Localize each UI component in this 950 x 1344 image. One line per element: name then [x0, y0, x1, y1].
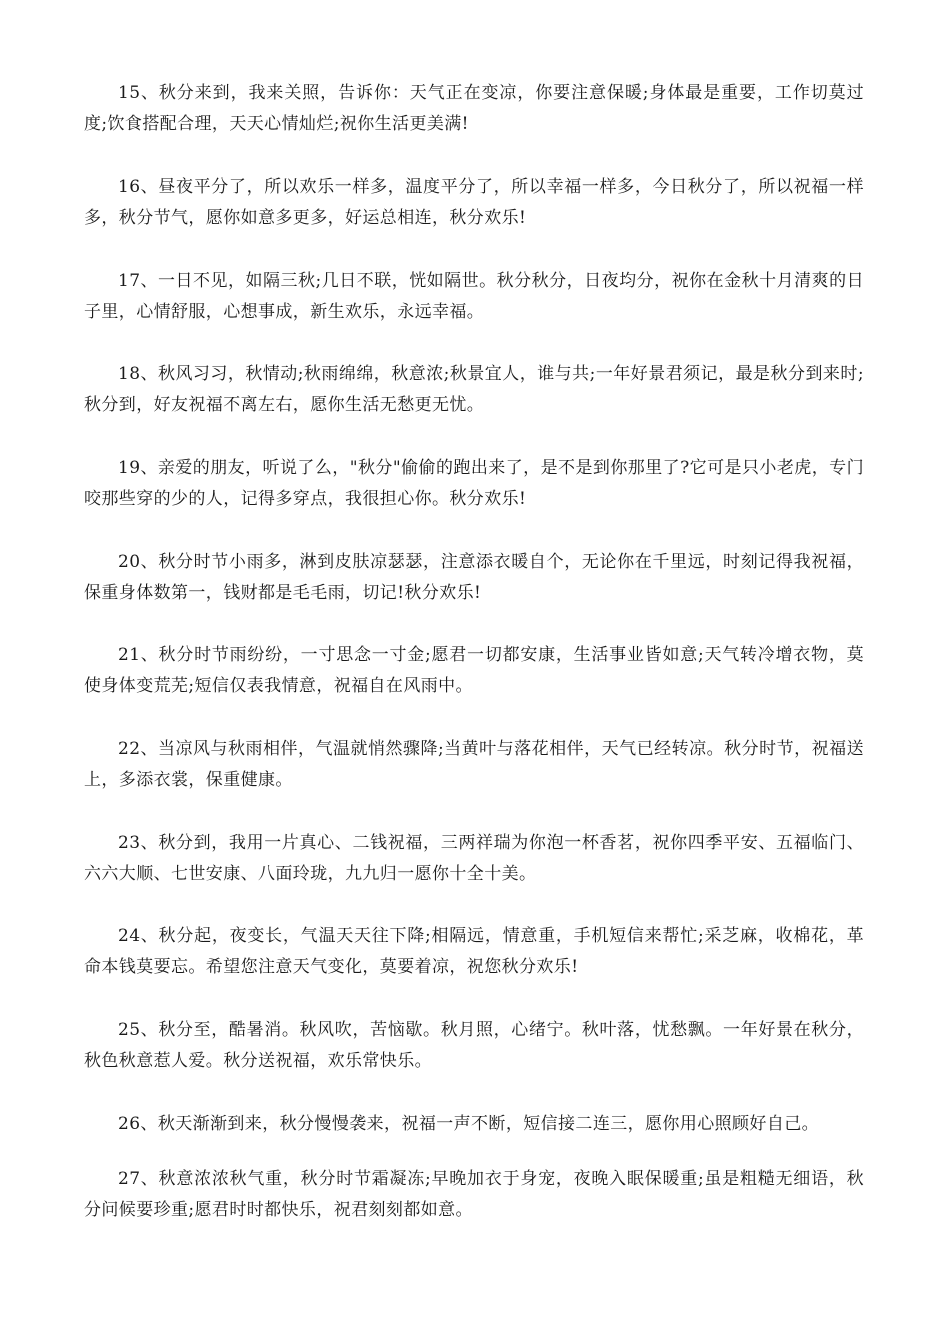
paragraph-27: 27、秋意浓浓秋气重，秋分时节霜凝冻;早晚加衣于身宠，夜晚入眠保暖重;虽是粗糙无细语，秋分问候要珍重;愿君时时都快乐，祝君刻刻都如意。	[84, 1169, 864, 1220]
paragraph-23: 23、秋分到，我用一片真心、二钱祝福，三两祥瑞为你泡一杯香茗，祝你四季平安、五福临门、六六大顺、七世安康、八面玲珑，九九归一愿你十全十美。	[84, 833, 864, 884]
paragraph-15: 15、秋分来到，我来关照，告诉你：天气正在变凉，你要注意保暖;身体最是重要，工作切莫过度;饮食搭配合理，天天心情灿烂;祝你生活更美满!	[84, 83, 864, 134]
paragraph-26: 26、秋天渐渐到来，秋分慢慢袭来，祝福一声不断，短信接二连三，愿你用心照顾好自己。	[118, 1114, 820, 1134]
paragraph-24: 24、秋分起，夜变长，气温天天往下降;相隔远，情意重，手机短信来帮忙;采芝麻，收棉花，革命本钱莫要忘。希望您注意天气变化，莫要着凉，祝您秋分欢乐!	[84, 926, 864, 977]
paragraph-18: 18、秋风习习，秋情动;秋雨绵绵，秋意浓;秋景宜人，谁与共;一年好景君须记，最是秋分到来时;秋分到，好友祝福不离左右，愿你生活无愁更无忧。	[84, 364, 864, 415]
paragraph-19: 19、亲爱的朋友，听说了么，"秋分"偷偷的跑出来了，是不是到你那里了?它可是只小老虎，专门咬那些穿的少的人，记得多穿点，我很担心你。秋分欢乐!	[84, 458, 864, 509]
paragraph-21: 21、秋分时节雨纷纷，一寸思念一寸金;愿君一切都安康，生活事业皆如意;天气转冷增衣物，莫使身体变荒芜;短信仅表我情意，祝福自在风雨中。	[84, 645, 864, 696]
paragraph-25: 25、秋分至，酷暑消。秋风吹，苦恼歇。秋月照，心绪宁。秋叶落，忧愁飘。一年好景在秋分，秋色秋意惹人爱。秋分送祝福，欢乐常快乐。	[84, 1020, 864, 1071]
paragraph-16: 16、昼夜平分了，所以欢乐一样多，温度平分了，所以幸福一样多，今日秋分了，所以祝福一样多，秋分节气，愿你如意多更多，好运总相连，秋分欢乐!	[84, 177, 864, 228]
paragraph-20: 20、秋分时节小雨多，淋到皮肤凉瑟瑟，注意添衣暖自个，无论你在千里远，时刻记得我祝福，保重身体数第一，钱财都是毛毛雨，切记!秋分欢乐!	[84, 552, 864, 603]
paragraph-17: 17、一日不见，如隔三秋;几日不联，恍如隔世。秋分秋分，日夜均分，祝你在金秋十月清爽的日子里，心情舒服，心想事成，新生欢乐，永远幸福。	[84, 271, 864, 322]
paragraph-22: 22、当凉风与秋雨相伴，气温就悄然骤降;当黄叶与落花相伴，天气已经转凉。秋分时节，祝福送上，多添衣裳，保重健康。	[84, 739, 864, 790]
